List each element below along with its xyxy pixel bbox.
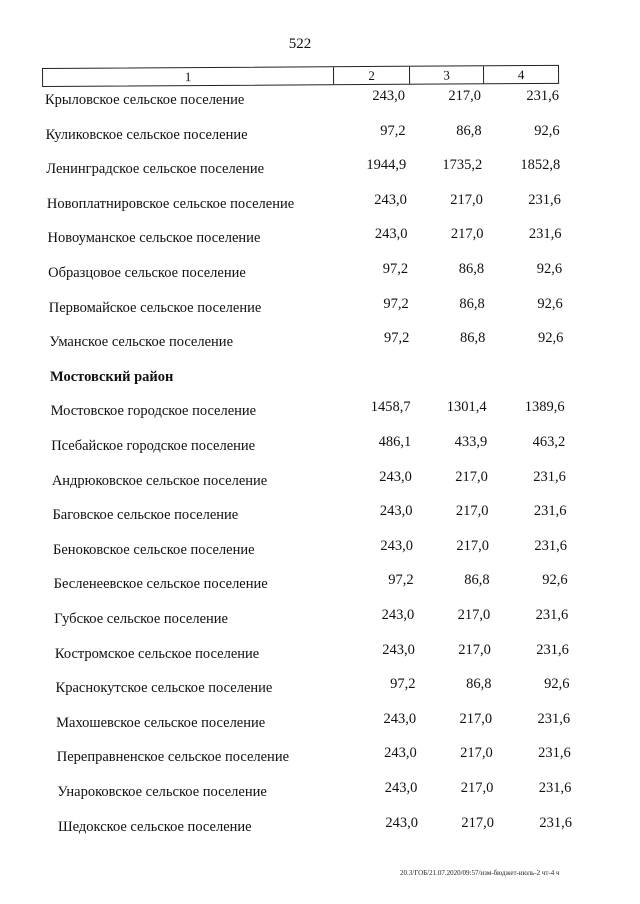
value-col-2: 243,0 bbox=[379, 468, 412, 485]
header-cell-4: 4 bbox=[483, 66, 558, 83]
value-col-2: 97,2 bbox=[383, 295, 409, 312]
settlement-name: Псебайское городское поселение bbox=[51, 438, 256, 454]
value-col-4: 231,6 bbox=[533, 468, 566, 485]
header-cell-2: 2 bbox=[333, 67, 409, 84]
value-col-2: 97,2 bbox=[380, 122, 406, 139]
value-col-2: 243,0 bbox=[380, 537, 414, 554]
value-col-2: 243,0 bbox=[372, 88, 405, 104]
settlement-name: Мостовское городское поселение bbox=[50, 403, 257, 420]
settlement-name: Новоплатнировское сельское поселение bbox=[46, 195, 295, 212]
value-col-3: 217,0 bbox=[458, 641, 491, 658]
settlement-name: Шедокское сельское поселение bbox=[58, 818, 252, 835]
value-col-3: 217,0 bbox=[450, 191, 483, 208]
value-col-4: 1852,8 bbox=[520, 157, 561, 174]
value-col-4: 1389,6 bbox=[524, 399, 565, 416]
header-cell-3: 3 bbox=[409, 66, 483, 83]
value-col-3: 86,8 bbox=[466, 676, 492, 693]
value-col-2: 97,2 bbox=[390, 676, 416, 693]
value-col-3: 433,9 bbox=[454, 434, 488, 450]
settlement-name: Губское сельское поселение bbox=[54, 611, 228, 627]
settlement-name: Образцовое сельское поселение bbox=[48, 265, 246, 281]
value-col-3: 217,0 bbox=[460, 780, 494, 796]
value-col-3: 217,0 bbox=[455, 503, 489, 520]
value-col-3: 217,0 bbox=[460, 745, 493, 762]
value-col-3: 217,0 bbox=[459, 710, 493, 727]
settlement-name: Уманское сельское поселение bbox=[49, 334, 233, 351]
value-col-2: 486,1 bbox=[378, 434, 412, 450]
value-col-4: 231,6 bbox=[533, 503, 567, 520]
value-col-2: 243,0 bbox=[374, 226, 408, 243]
value-col-2: 243,0 bbox=[385, 814, 419, 831]
value-col-4: 231,6 bbox=[535, 607, 569, 623]
value-col-2: 243,0 bbox=[381, 607, 415, 623]
value-col-2: 243,0 bbox=[374, 191, 407, 208]
settlement-name: Андрюковское сельское поселение bbox=[51, 472, 268, 489]
settlement-name: Костромское сельское поселение bbox=[54, 645, 260, 662]
settlement-name: Новоуманское сельское поселение bbox=[47, 230, 261, 247]
value-col-4: 231,6 bbox=[536, 641, 569, 658]
value-col-2: 243,0 bbox=[383, 710, 417, 727]
settlement-name: Ленинградское сельское поселение bbox=[46, 161, 265, 178]
value-col-2: 97,2 bbox=[388, 572, 414, 589]
value-col-4: 92,6 bbox=[536, 261, 563, 277]
value-col-2: 243,0 bbox=[382, 641, 415, 658]
value-col-3: 217,0 bbox=[455, 468, 488, 485]
value-col-2: 1944,9 bbox=[366, 157, 407, 174]
value-col-4: 231,6 bbox=[528, 226, 562, 243]
value-col-3: 86,8 bbox=[464, 572, 490, 589]
value-col-2: 1458,7 bbox=[370, 399, 411, 416]
value-col-2: 97,2 bbox=[383, 330, 410, 347]
settlement-name: Крыловское сельское поселение bbox=[45, 92, 245, 108]
header-cell-1: 1 bbox=[184, 69, 192, 85]
value-col-4: 231,6 bbox=[528, 191, 561, 208]
value-col-3: 86,8 bbox=[459, 330, 486, 347]
value-col-4: 92,6 bbox=[542, 572, 568, 589]
value-col-4: 231,6 bbox=[537, 710, 571, 727]
value-col-4: 92,6 bbox=[537, 330, 564, 347]
value-col-2: 243,0 bbox=[379, 503, 413, 520]
value-col-3: 86,8 bbox=[459, 295, 485, 312]
page-number: 522 bbox=[288, 36, 312, 52]
value-col-3: 1301,4 bbox=[446, 399, 487, 416]
settlement-name: Махошевское сельское поселение bbox=[56, 714, 266, 731]
footer-note: 20.3/ГОБ/21.07.2020/09:57/изм-бюджет-июль-2 чт-4 ч bbox=[400, 869, 560, 877]
value-col-3: 86,8 bbox=[456, 122, 482, 139]
value-col-2: 97,2 bbox=[382, 261, 409, 277]
settlement-name: Переправненское сельское поселение bbox=[56, 749, 290, 766]
settlement-name: Баговское сельское поселение bbox=[52, 507, 239, 524]
value-col-2: 243,0 bbox=[384, 780, 418, 796]
value-col-4: 231,6 bbox=[534, 537, 568, 554]
value-col-4: 231,6 bbox=[538, 780, 572, 796]
value-col-2: 243,0 bbox=[384, 745, 417, 762]
value-col-3: 217,0 bbox=[450, 226, 484, 243]
settlement-name: Мостовский район bbox=[49, 368, 174, 385]
value-col-4: 463,2 bbox=[532, 434, 566, 450]
value-col-3: 217,0 bbox=[457, 607, 491, 623]
value-col-3: 1735,2 bbox=[442, 157, 483, 174]
value-col-4: 92,6 bbox=[537, 295, 563, 312]
settlement-name: Бесленеевское сельское поселение bbox=[53, 576, 268, 593]
value-col-3: 217,0 bbox=[448, 88, 481, 104]
value-col-3: 217,0 bbox=[461, 814, 495, 831]
value-col-3: 86,8 bbox=[458, 261, 485, 277]
value-col-4: 92,6 bbox=[534, 122, 560, 139]
value-col-4: 231,6 bbox=[526, 88, 559, 104]
settlement-name: Первомайское сельское поселение bbox=[48, 299, 262, 316]
value-col-3: 217,0 bbox=[456, 537, 490, 554]
settlement-name: Краснокутское сельское поселение bbox=[55, 680, 273, 697]
value-col-4: 231,6 bbox=[539, 814, 573, 831]
settlement-name: Куликовское сельское поселение bbox=[45, 126, 248, 143]
value-col-4: 92,6 bbox=[544, 676, 570, 693]
settlement-name: Беноковское сельское поселение bbox=[53, 541, 255, 558]
settlement-name: Унароковское сельское поселение bbox=[57, 784, 267, 800]
value-col-4: 231,6 bbox=[538, 745, 571, 762]
